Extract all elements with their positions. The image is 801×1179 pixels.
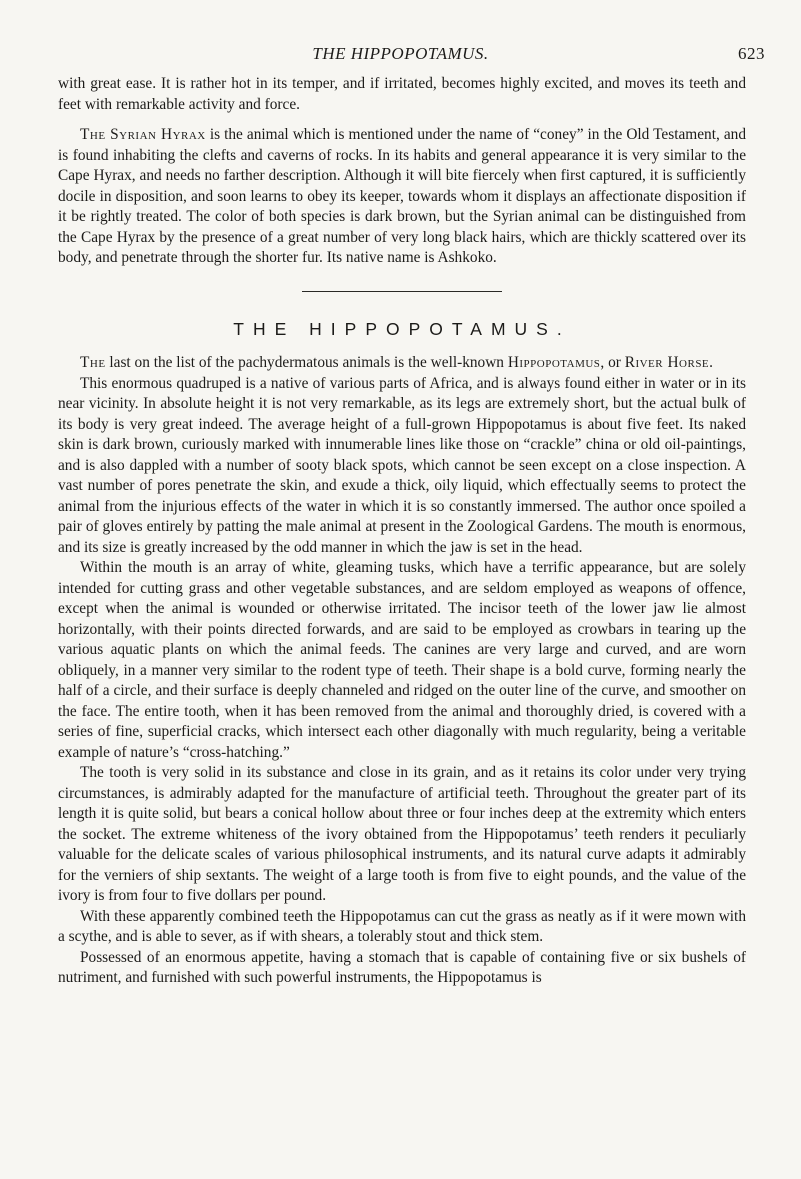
hippo-intro-text-3: .	[709, 354, 713, 371]
running-title: THE HIPPOPOTAMUS.	[312, 44, 489, 63]
syrian-hyrax-text: is the animal which is mentioned under the name of “coney” in the Old Testament, and is found inhabiting the clefts and caverns of rocks. In its habits and general appearance it is very similar to the Cape Hyrax, and needs no farther description. Although it will bite fiercely when first captured, it is sufficiently docile in disposition, and soon learns to obey its keeper, towards whom it displays an affectionate disposition if it be rightly treated. The color of both species is dark brown, but the Syrian animal can be distinguished from the Cape Hyrax by the presence of a great number of very long black hairs, which are thickly scattered over its body, and penetrate through the shorter fur. Its native name is Ashkoko.	[58, 126, 746, 266]
intro-paragraph: with great ease. It is rather hot in its temper, and if irritated, becomes highly excited, and moves its teeth and feet with remarkable activity and force.	[58, 75, 746, 113]
paragraph-ivory: The tooth is very solid in its substance and close in its grain, and as it retains its color under very trying circumstances, is admirably adapted for the manufacture of artificial teeth. Throughout the greater part of its length it is quite solid, but bears a conical hollow about three or four inches deep at the extremity which enters the socket. The extreme whiteness of the ivory obtained from the Hippopotamus’ teeth renders it peculiarly valuable for the delicate scales of various philosophical instruments, and its natural curve adapts it admirably for the verniers of ship sextants. The weight of a large tooth is from five to eight pounds, and the value of the ivory is from four to five dollars per pound.	[58, 764, 746, 904]
hippo-intro-paragraph	[58, 353, 746, 374]
section-heading: THE HIPPOPOTAMUS.	[233, 318, 571, 339]
paragraph-tusks: Within the mouth is an array of white, gleaming tusks, which have a terrific appearance, but are solely intended for cutting grass and other vegetable substances, and are seldom employed as weapons of offence, except when the animal is wounded or otherwise irritated. The incisor teeth of the lower jaw lie almost horizontally, with their points directed forwards, and are said to be employed as crowbars in tearing up the various aquatic plants on which the animal feeds. The canines are very large and curved, and are worn obliquely, in a manner very similar to the rodent type of teeth. Their shape is a bold curve, forming nearly the half of a circle, and their surface is deeply channeled and ridged on the outer line of the curve, and smoother on the face. The entire tooth, when it has been removed from the animal and thoroughly dried, is covered with a series of fine, superficial cracks, which intersect each other diagonally with much regularity, being a veritable example of nature’s “cross-hatching.”	[58, 559, 746, 761]
page-number: 623	[738, 44, 765, 63]
running-header	[0, 44, 801, 68]
paragraph-description: This enormous quadruped is a native of various parts of Africa, and is always found either in water or in its near vicinity. In absolute height it is not very remarkable, as its legs are extremely short, but the actual bulk of its body is very great indeed. The average height of a full-grown Hippopotamus is about five feet. Its naked skin is dark brown, curiously marked with innumerable lines like those on “crackle” china or old oil-paintings, and is also dappled with a number of sooty black spots, which cannot be seen except on a close inspection. A vast number of pores penetrate the skin, and exude a thick, oily liquid, which effectually seems to protect the animal from the injurious effects of the water in which it is so constantly immersed. The author once spoiled a pair of gloves entirely by patting the male animal at present in the Zoological Gardens. The mouth is enormous, and its size is greatly increased by the odd manner in which the jaw is set in the head.	[58, 374, 746, 556]
hippo-name: Hippopotamus	[507, 354, 601, 371]
section-divider	[302, 291, 502, 292]
syrian-hyrax-paragraph	[58, 125, 746, 269]
hippo-intro-text: last on the list of the pachydermatous animals is the well-known	[105, 354, 508, 371]
hippo-intro-lead: The	[80, 354, 106, 371]
paragraph-appetite: Possessed of an enormous appetite, having a stomach that is capable of containing five or six bushels of nutriment, and furnished with such powerful instruments, the Hippopotamus is	[58, 948, 746, 986]
syrian-hyrax-lead: The Syrian Hyrax	[80, 126, 206, 143]
hippo-intro-text-2: , or	[600, 354, 625, 371]
paragraph-grazing: With these apparently combined teeth the Hippopotamus can cut the grass as neatly as if it were mown with a scythe, and is able to sever, as if with shears, a tolerably stout and thick stem.	[58, 907, 746, 945]
river-horse-name: River Horse	[624, 354, 710, 371]
body-text	[58, 74, 746, 989]
